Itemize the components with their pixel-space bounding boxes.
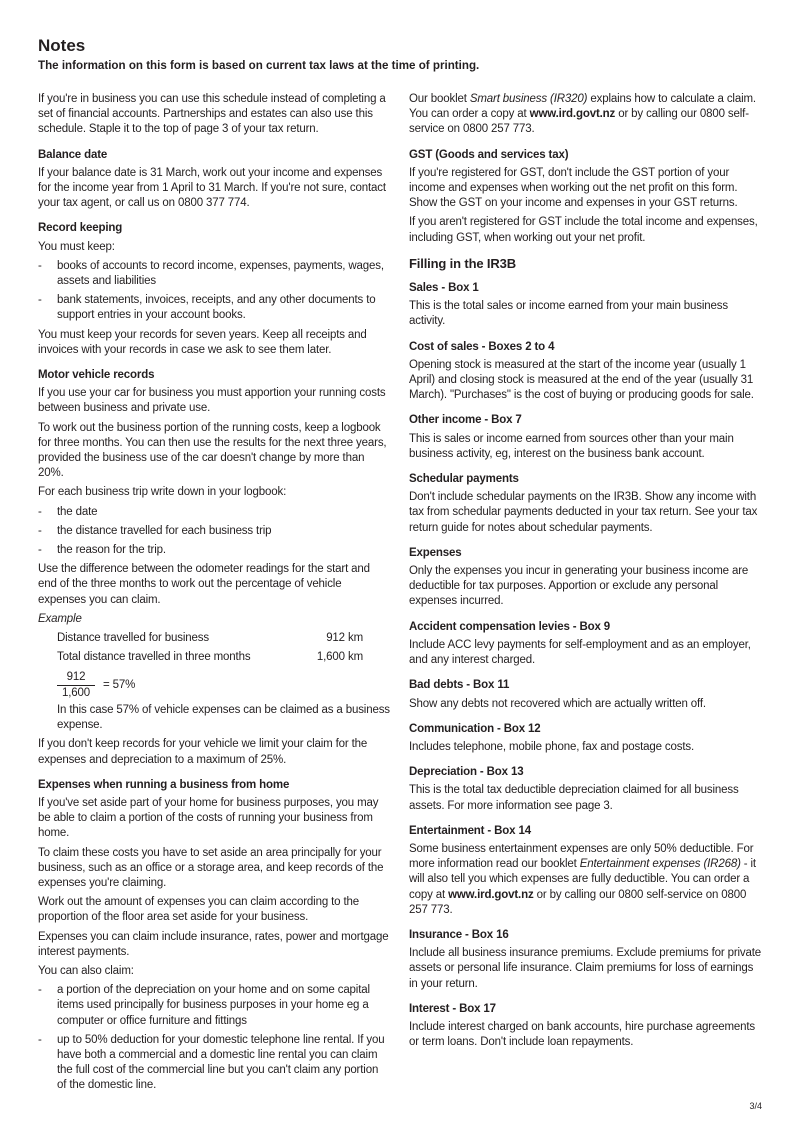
paragraph (409, 946, 764, 992)
section-heading: Depreciation - Box 13 (409, 766, 524, 779)
italic-text: Example (38, 612, 82, 625)
paragraph (38, 240, 390, 255)
paragraph (409, 1020, 764, 1050)
paragraph (409, 740, 764, 755)
text-run: If you use your car for business you must apportion your running costs between business and private use. (38, 387, 386, 415)
section-heading: Record keeping (38, 222, 123, 235)
section-heading: Interest - Box 17 (409, 1002, 496, 1015)
text-run: Include ACC levy payments for self-employment and as an employer, and any interest charged. (409, 638, 751, 667)
list-item-text: books of accounts to record income, expenses, payments, wages, assets and liabilities (57, 259, 384, 288)
page-subtitle: The information on this form is based on current tax laws at the time of printing. (38, 59, 480, 72)
example-label: Distance travelled for business (57, 632, 209, 645)
paragraph (38, 964, 390, 979)
text-run: - it will also tell you which expenses are fully deductible. You can order a copy at (409, 858, 756, 901)
section-heading: Other income - Box 7 (409, 414, 522, 427)
example-label: Total distance travelled in three months (57, 651, 251, 664)
paragraph (38, 930, 390, 960)
text-run: Don't include schedular payments on the IR3B. Show any income with tax from schedular payments deducted in your tax return. See your tax return guide for notes about schedular payments. (409, 491, 758, 534)
numerator: 912 (57, 670, 95, 686)
paragraph (409, 842, 764, 918)
paragraph (409, 490, 764, 536)
paragraph (38, 421, 390, 482)
example-value: 1,600 km (316, 651, 363, 664)
text-run: Opening stock is measured at the start of the income year (usually 1 April) and closing stock is measured at the end of the year (usually 31 March). "Purchases" is the cost of buying or producing goods for sale. (409, 358, 754, 402)
paragraph (409, 358, 764, 404)
paragraph (409, 166, 764, 212)
page-number: 3/4 (749, 1101, 762, 1111)
paragraph (38, 796, 390, 842)
text-run: In this case 57% of vehicle expenses can be claimed as a business expense. (57, 703, 390, 732)
paragraph (38, 386, 390, 416)
paragraph (409, 299, 764, 329)
section-heading: Communication - Box 12 (409, 722, 541, 735)
example-value: 912 km (326, 632, 363, 645)
paragraph (409, 564, 764, 610)
fraction-body (57, 670, 95, 701)
text-run: If you're registered for GST, don't include the GST portion of your income and expenses when working out the net profit on this form. Show the GST on your income and expenses in your GST returns. (409, 166, 738, 210)
paragraph (38, 328, 390, 358)
example-row (57, 650, 390, 665)
bullet-list (38, 259, 390, 324)
list-item-text: the date (57, 505, 98, 518)
list-item (38, 505, 390, 520)
text-run: For each business trip write down in your logbook: (38, 486, 287, 499)
italic-text: Entertainment expenses (IR268) (579, 858, 741, 871)
list-item (38, 293, 390, 323)
dash-bullet: - (38, 524, 42, 537)
paragraph (57, 703, 390, 733)
text-run: If your balance date is 31 March, work out your income and expenses for the income year from 1 April to 31 March. If you're not sure, contact your tax agent, or call us on 0800 377 774. (38, 166, 386, 210)
paragraph (38, 737, 390, 767)
paragraph (409, 215, 764, 245)
section-heading: Bad debts - Box 11 (409, 679, 510, 692)
paragraph (38, 562, 390, 608)
list-item (38, 259, 390, 289)
text-run: To claim these costs you have to set aside an area principally for your business, such as an office or a storage area, and keep records of the expenses you're claiming. (38, 846, 384, 889)
section-heading: Motor vehicle records (38, 369, 155, 382)
paragraph (409, 783, 764, 813)
paragraph (409, 92, 764, 138)
section-heading: Insurance - Box 16 (409, 928, 509, 941)
list-item (38, 524, 390, 539)
list-item (38, 1033, 390, 1094)
section-heading: Accident compensation levies - Box 9 (409, 620, 611, 633)
link-text: www.ird.govt.nz (529, 108, 616, 121)
list-item-text: bank statements, invoices, receipts, and any other documents to support entries in your account books. (57, 294, 376, 322)
paragraph (38, 166, 390, 212)
dash-bullet: - (38, 259, 42, 272)
text-run: You can also claim: (38, 964, 134, 977)
section-heading: Sales - Box 1 (409, 282, 479, 295)
dash-bullet: - (38, 294, 42, 307)
paragraph (409, 432, 764, 462)
left-column (38, 92, 390, 1098)
text-run: Include interest charged on bank accounts, hire purchase agreements or term loans. Don't include loan repayments. (409, 1020, 756, 1049)
section-heading: Filling in the IR3B (409, 255, 516, 271)
section-heading: Cost of sales - Boxes 2 to 4 (409, 340, 555, 353)
list-item-text: the distance travelled for each business trip (57, 524, 272, 537)
link-text: www.ird.govt.nz (448, 888, 534, 901)
bullet-list (38, 505, 390, 559)
text-run: explains how to calculate a claim. You can order a copy at (409, 93, 756, 121)
page-title: Notes (38, 36, 86, 55)
text-run: Includes telephone, mobile phone, fax and postage costs. (409, 740, 695, 753)
list-item (38, 543, 390, 558)
paragraph (38, 895, 390, 925)
text-run: This is the total sales or income earned from your main business activity. (409, 300, 728, 328)
text-run: If you aren't registered for GST include the total income and expenses, including GST, when working out your net profit. (409, 216, 758, 244)
text-run: Work out the amount of expenses you can claim according to the proportion of the floor area set aside for your business. (38, 896, 359, 924)
dash-bullet: - (38, 505, 42, 518)
example-row (57, 631, 390, 646)
paragraph (409, 697, 764, 712)
dash-bullet: - (38, 1033, 42, 1046)
paragraph (38, 92, 390, 138)
text-run: If you're in business you can use this schedule instead of completing a set of financial accounts. Partnerships and estates can also use this schedule. Staple it to the top of page 3 of your tax return. (38, 93, 386, 136)
text-run: Show any debts not recovered which are actually written off. (409, 697, 706, 710)
list-item (38, 983, 390, 1029)
list-item-text: the reason for the trip. (57, 544, 166, 557)
section-heading: Expenses when running a business from home (38, 778, 290, 791)
list-item-text: a portion of the depreciation on your home and on some capital items used principally for business purposes in your home eg a computer or office furniture and fittings (57, 984, 370, 1027)
text-run: This is sales or income earned from sources other than your main business activity, eg, interest on the business bank account. (409, 432, 734, 460)
text-run: You must keep your records for seven years. Keep all receipts and invoices with your records in case we ask to see them later. (38, 328, 367, 356)
section-heading: GST (Goods and services tax) (409, 148, 569, 161)
text-run: Expenses you can claim include insurance, rates, power and mortgage interest payments. (38, 930, 389, 958)
text-run: You must keep: (38, 240, 115, 253)
section-heading: Schedular payments (409, 473, 519, 486)
right-column (409, 92, 764, 1054)
section-heading: Entertainment - Box 14 (409, 824, 531, 837)
dash-bullet: - (38, 544, 42, 557)
bullet-list (38, 983, 390, 1093)
paragraph (38, 846, 390, 892)
fraction (57, 670, 390, 701)
fraction-result: = 57% (103, 678, 136, 691)
dash-bullet: - (38, 984, 42, 997)
text-run: If you don't keep records for your vehicle we limit your claim for the expenses and depreciation to a maximum of 25%. (38, 738, 368, 766)
text-run: or by calling our 0800 self-service on 0800 257 773. (409, 888, 747, 916)
section-heading: Balance date (38, 148, 108, 161)
paragraph (409, 638, 764, 668)
section-heading: Expenses (409, 546, 462, 559)
text-run: If you've set aside part of your home for business purposes, you may be able to claim a portion of the costs of running your business from home. (38, 796, 379, 840)
text-run: Only the expenses you incur in generating your business income are deductible for tax purposes. Apportion or exclude any personal expenses incurred. (409, 565, 749, 608)
text-run: Our booklet (409, 93, 470, 105)
paragraph (38, 485, 390, 500)
text-run: Include all business insurance premiums. Exclude premiums for private assets or personal life insurance. Claim premiums for loss of earnings in your return. (409, 947, 762, 990)
list-item-text: up to 50% deduction for your domestic telephone line rental. If you have both a commercial and a domestic line rental you can claim the full cost of the commercial line but you can't claim any portion of the domestic line. (57, 1033, 385, 1092)
text-run: This is the total tax deductible depreciation claimed for all business assets. For more information see page 3. (409, 784, 739, 812)
paragraph (38, 612, 390, 627)
denominator: 1,600 (61, 686, 91, 699)
text-run: or by calling our 0800 self-service on 0800 257 773. (409, 108, 749, 136)
italic-text: Smart business (IR320) (469, 93, 588, 105)
text-run: Use the difference between the odometer readings for the start and end of the three months to work out the percentage of vehicle expenses you can claim. (38, 563, 370, 606)
text-run: Some business entertainment expenses are only 50% deductible. For more information read our booklet (409, 842, 754, 871)
text-run: To work out the business portion of the running costs, keep a logbook for three months. You can then use the results for the next three years, provided the business use of the car doesn't change by more than 20%. (38, 421, 387, 480)
